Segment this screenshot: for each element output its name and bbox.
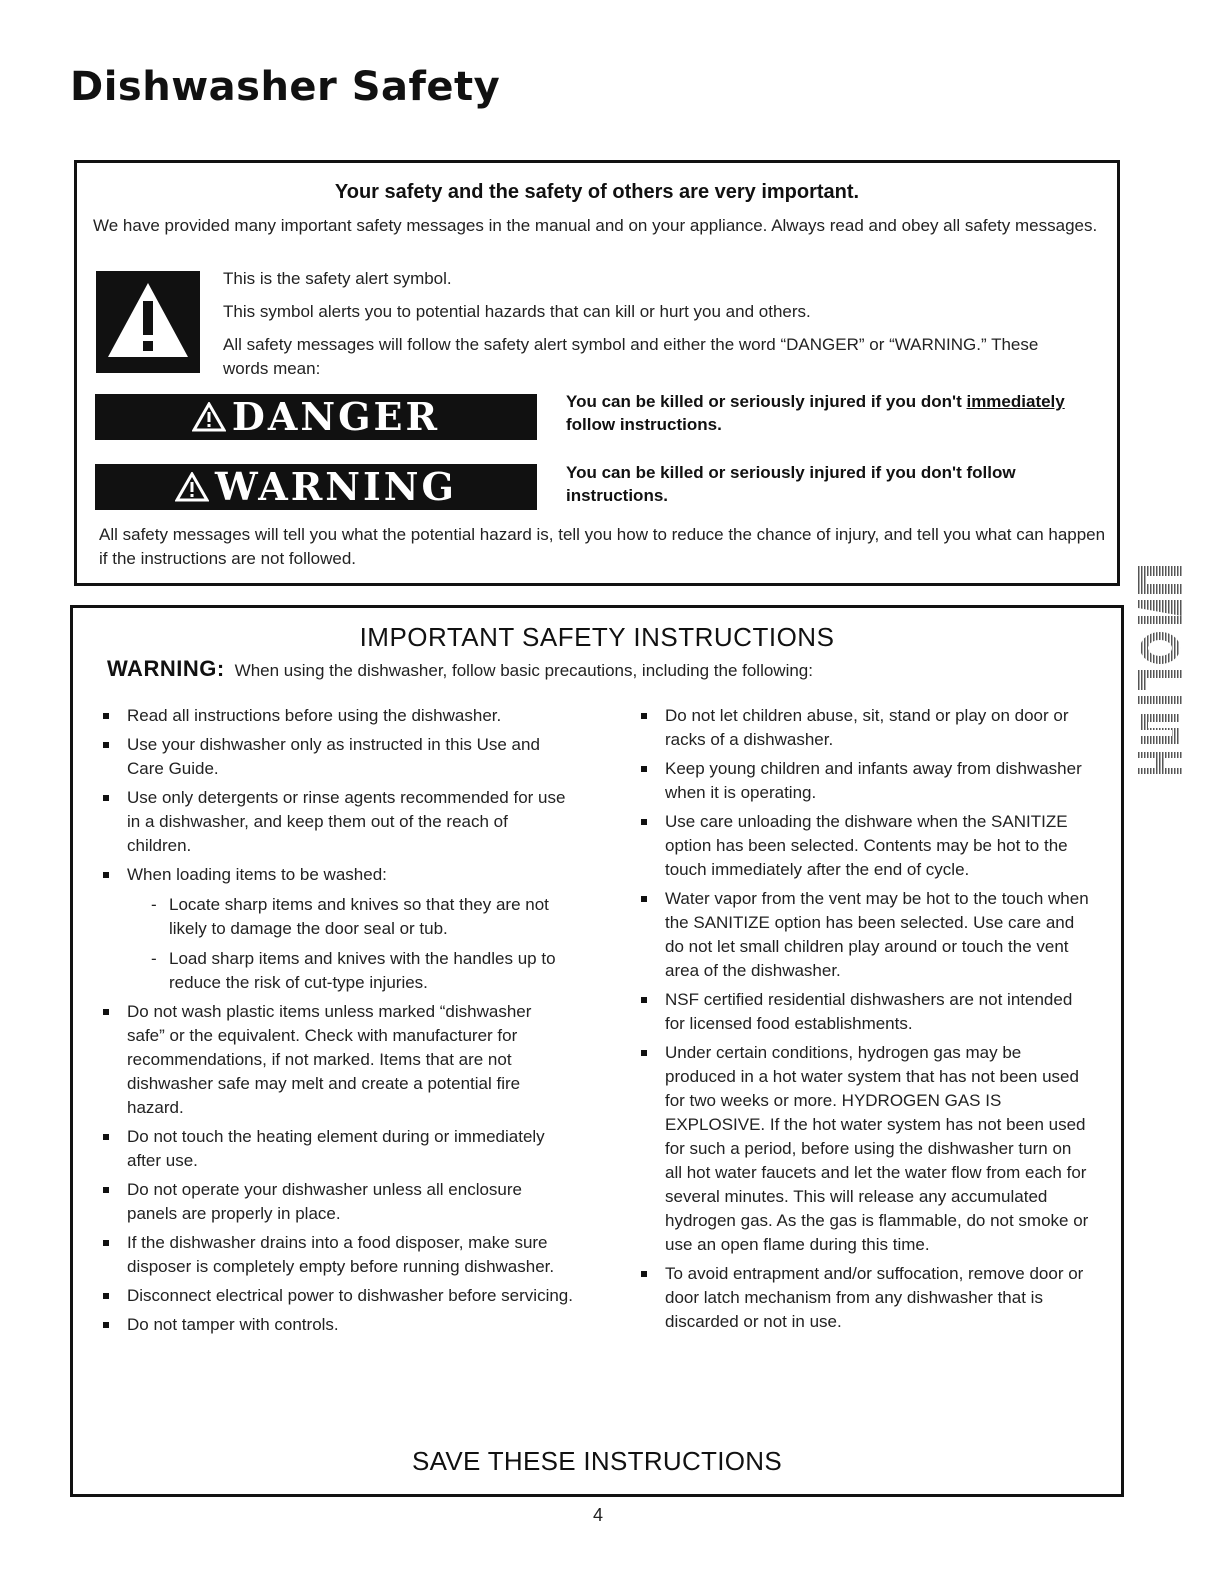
bullet-icon: [103, 1187, 109, 1193]
bullet-icon: [103, 1322, 109, 1328]
item-text: Use care unloading the dishware when the SANITIZE option has been selected. Contents may be hot to the touch immediately after the end of cycle.: [665, 812, 1068, 879]
item-text: Do not tamper with controls.: [127, 1315, 339, 1334]
warning-label: WARNING:: [107, 656, 225, 681]
safety-alert-icon: [96, 271, 200, 373]
bullet-icon: [103, 713, 109, 719]
page-title: Dishwasher Safety: [70, 64, 501, 110]
list-item: [103, 704, 573, 728]
instructions-left-column: [103, 704, 573, 1342]
alert-line: This symbol alerts you to potential hazards that can kill or hurt you and others.: [223, 302, 811, 321]
list-item: [103, 1313, 573, 1337]
bullet-icon: [641, 819, 647, 825]
safety-intro-closing: All safety messages will tell you what the potential hazard is, tell you how to reduce the chance of injury, and tell you what can happen if the instructions are not followed.: [99, 525, 1106, 568]
sub-list-item: [127, 893, 573, 941]
dash-marker: -: [151, 949, 157, 968]
page-number: 4: [592, 1505, 603, 1525]
danger-meaning-text: You can be killed or seriously injured if you don't: [566, 392, 967, 411]
list-item: [103, 786, 573, 858]
bullet-icon: [103, 1134, 109, 1140]
save-instructions-footer: SAVE THESE INSTRUCTIONS: [412, 1446, 782, 1476]
bullet-icon: [103, 1240, 109, 1246]
list-item: [641, 810, 1091, 882]
item-text: Water vapor from the vent may be hot to the touch when the SANITIZE option has been selected. Use care and do not let small children play around or touch the vent area of the dishwasher.: [665, 889, 1089, 980]
safety-intro-heading: Your safety and the safety of others are very important.: [334, 181, 860, 203]
bullet-icon: [103, 742, 109, 748]
item-text: To avoid entrapment and/or suffocation, remove door or door latch mechanism from any dishwasher that is discarded or not in use.: [665, 1264, 1084, 1331]
safety-intro-box: [74, 160, 1120, 586]
important-safety-instructions-box: [70, 605, 1124, 1497]
warning-text: When using the dishwasher, follow basic precautions, including the following:: [234, 661, 813, 680]
item-text: Do not operate your dishwasher unless all enclosure panels are properly in place.: [127, 1180, 523, 1223]
item-text: NSF certified residential dishwashers are not intended for licensed food establishments.: [665, 990, 1073, 1033]
safety-intro-text: We have provided many important safety messages in the manual and on your appliance. Always read and obey all safety messages.: [93, 216, 1098, 235]
sub-item-text: Load sharp items and knives with the handles up to reduce the risk of cut-type injuries.: [169, 949, 556, 992]
danger-meaning-text-end: follow instructions.: [566, 415, 722, 434]
list-item: [641, 887, 1091, 983]
warning-precautions: [107, 656, 813, 682]
item-text: Keep young children and infants away from dishwasher when it is operating.: [665, 759, 1082, 802]
danger-banner: [95, 394, 537, 440]
item-text: Disconnect electrical power to dishwasher before servicing.: [127, 1286, 573, 1305]
bullet-icon: [103, 1009, 109, 1015]
list-item: [641, 704, 1091, 752]
list-item: [103, 1000, 573, 1120]
danger-word: DANGER: [231, 394, 441, 439]
bullet-icon: [103, 795, 109, 801]
bullet-icon: [641, 1050, 647, 1056]
bullet-icon: [103, 1293, 109, 1299]
english-language-tab: [1126, 566, 1190, 776]
item-text: Do not let children abuse, sit, stand or play on door or racks of a dishwasher.: [665, 706, 1069, 749]
alert-symbol-explanation: [223, 267, 1077, 390]
list-item: [103, 1178, 573, 1226]
bullet-icon: [641, 997, 647, 1003]
warning-meaning: You can be killed or seriously injured if you don't follow instructions.: [566, 463, 1016, 505]
danger-meaning-emphasis: immediately: [966, 392, 1065, 411]
list-item: [103, 733, 573, 781]
item-text: Use only detergents or rinse agents recommended for use in a dishwasher, and keep them out of the reach of children.: [127, 788, 566, 855]
item-text: Read all instructions before using the dishwasher.: [127, 706, 502, 725]
danger-alert-icon: [192, 402, 226, 432]
instructions-right-column: [641, 704, 1091, 1339]
warning-alert-icon: [175, 472, 209, 502]
bullet-icon: [641, 766, 647, 772]
dash-marker: -: [151, 895, 157, 914]
item-text: When loading items to be washed:: [127, 865, 387, 884]
item-text: Use your dishwasher only as instructed in this Use and Care Guide.: [127, 735, 540, 778]
warning-word: WARNING: [214, 464, 457, 509]
item-text: Under certain conditions, hydrogen gas may be produced in a hot water system that has not been used for two weeks or more. HYDROGEN GAS IS EXPLOSIVE. If the hot water system has not been used for such a period, before using the dishwasher turn on all hot water faucets and let the water flow from each for several minutes. This will release any accumulated hydrogen gas. As the gas is flammable, do not smoke or use an open flame during this time.: [665, 1043, 1089, 1254]
list-item: [103, 1125, 573, 1173]
list-item: [641, 1041, 1091, 1257]
warning-banner: [95, 464, 537, 510]
bullet-icon: [103, 872, 109, 878]
bullet-icon: [641, 713, 647, 719]
item-text: Do not wash plastic items unless marked “dishwasher safe” or the equivalent. Check with manufacturer for recommendations, if not marked. Items that are not dishwasher safe may melt and create a potential fire hazard.: [127, 1002, 532, 1117]
list-item: [103, 1284, 573, 1308]
sub-list-item: [127, 947, 573, 995]
bullet-icon: [641, 1271, 647, 1277]
list-item: [641, 757, 1091, 805]
list-item: [103, 1231, 573, 1279]
instructions-heading: IMPORTANT SAFETY INSTRUCTIONS: [359, 622, 835, 652]
bullet-icon: [641, 896, 647, 902]
list-item: [641, 988, 1091, 1036]
alert-line: All safety messages will follow the safety alert symbol and either the word “DANGER” or “WARNING.” These words mean:: [223, 335, 1039, 378]
item-text: If the dishwasher drains into a food disposer, make sure disposer is completely empty before running dishwasher.: [127, 1233, 555, 1276]
alert-line: This is the safety alert symbol.: [223, 269, 452, 288]
list-item: [641, 1262, 1091, 1334]
item-text: Do not touch the heating element during or immediately after use.: [127, 1127, 545, 1170]
list-item: [103, 863, 573, 995]
danger-meaning: [566, 390, 1106, 436]
sub-item-text: Locate sharp items and knives so that they are not likely to damage the door seal or tub.: [169, 895, 549, 938]
